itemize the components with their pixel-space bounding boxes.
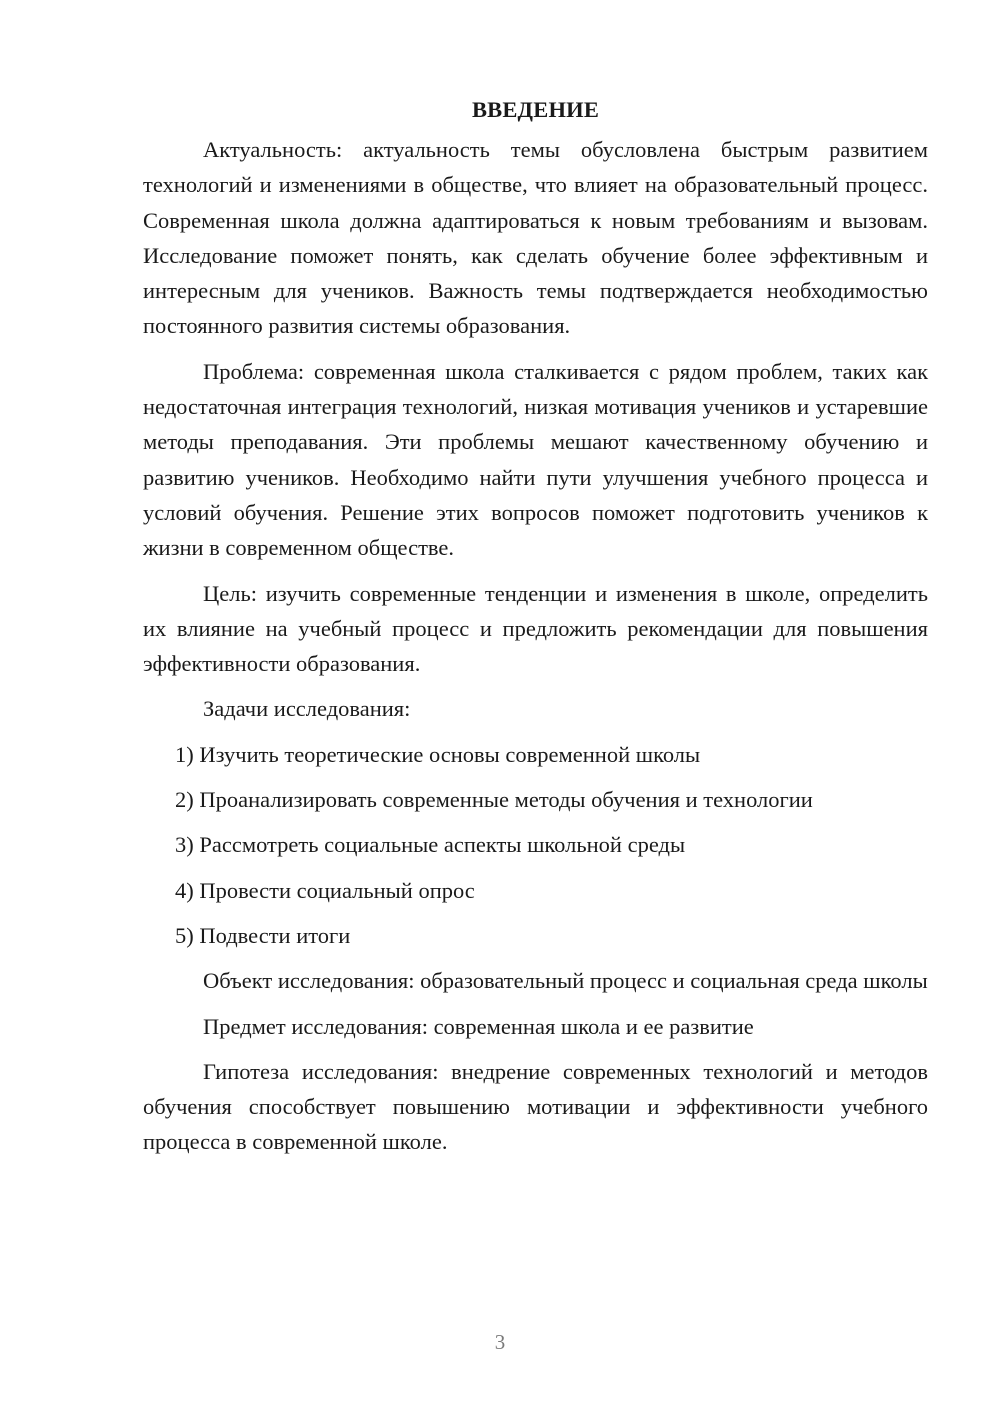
- page-title: ВВЕДЕНИЕ: [471, 97, 600, 122]
- list-item: 4) Провести социальный опрос: [175, 877, 475, 903]
- page-number: 3: [494, 1330, 506, 1354]
- subject-paragraph: Предмет исследования: современная школа и ее развитие: [203, 1013, 754, 1039]
- page-body: [143, 92, 928, 1170]
- tasks-list: [143, 737, 928, 953]
- list-item: 3) Рассмотреть социальные аспекты школьной среды: [175, 832, 686, 858]
- object-paragraph: Объект исследования: образовательный процесс и социальная среда школы: [203, 968, 928, 994]
- goal-paragraph: Цель: изучить современные тенденции и изменения в школе, определить их влияние на учебный процесс и предложить рекомендации для повышения эффективности образования.: [143, 580, 928, 677]
- list-item: 5) Подвести итоги: [175, 922, 351, 948]
- list-item: 2) Проанализировать современные методы обучения и технологии: [175, 787, 813, 813]
- list-item: 1) Изучить теоретические основы современной школы: [175, 741, 701, 767]
- relevance-paragraph: Актуальность: актуальность темы обусловлена быстрым развитием технологий и изменениями в обществе, что влияет на образовательный процесс. Современная школа должна адаптироваться к новым требованиям и вызовам. Исследование поможет понять, как сделать обучение более эффективным и интересным для учеников. Важность темы подтверждается необходимостью постоянного развития системы образования.: [143, 137, 928, 339]
- hypothesis-paragraph: Гипотеза исследования: внедрение современных технологий и методов обучения способствует повышению мотивации и эффективности учебного процесса в современной школе.: [143, 1058, 928, 1155]
- tasks-heading: Задачи исследования:: [203, 696, 411, 722]
- problem-paragraph: Проблема: современная школа сталкивается с рядом проблем, таких как недостаточная интеграция технологий, низкая мотивация учеников и устаревшие методы преподавания. Эти проблемы мешают качественному обучению и развитию учеников. Необходимо найти пути улучшения учебного процесса и условий обучения. Решение этих вопросов поможет подготовить учеников к жизни в современном обществе.: [143, 358, 928, 561]
